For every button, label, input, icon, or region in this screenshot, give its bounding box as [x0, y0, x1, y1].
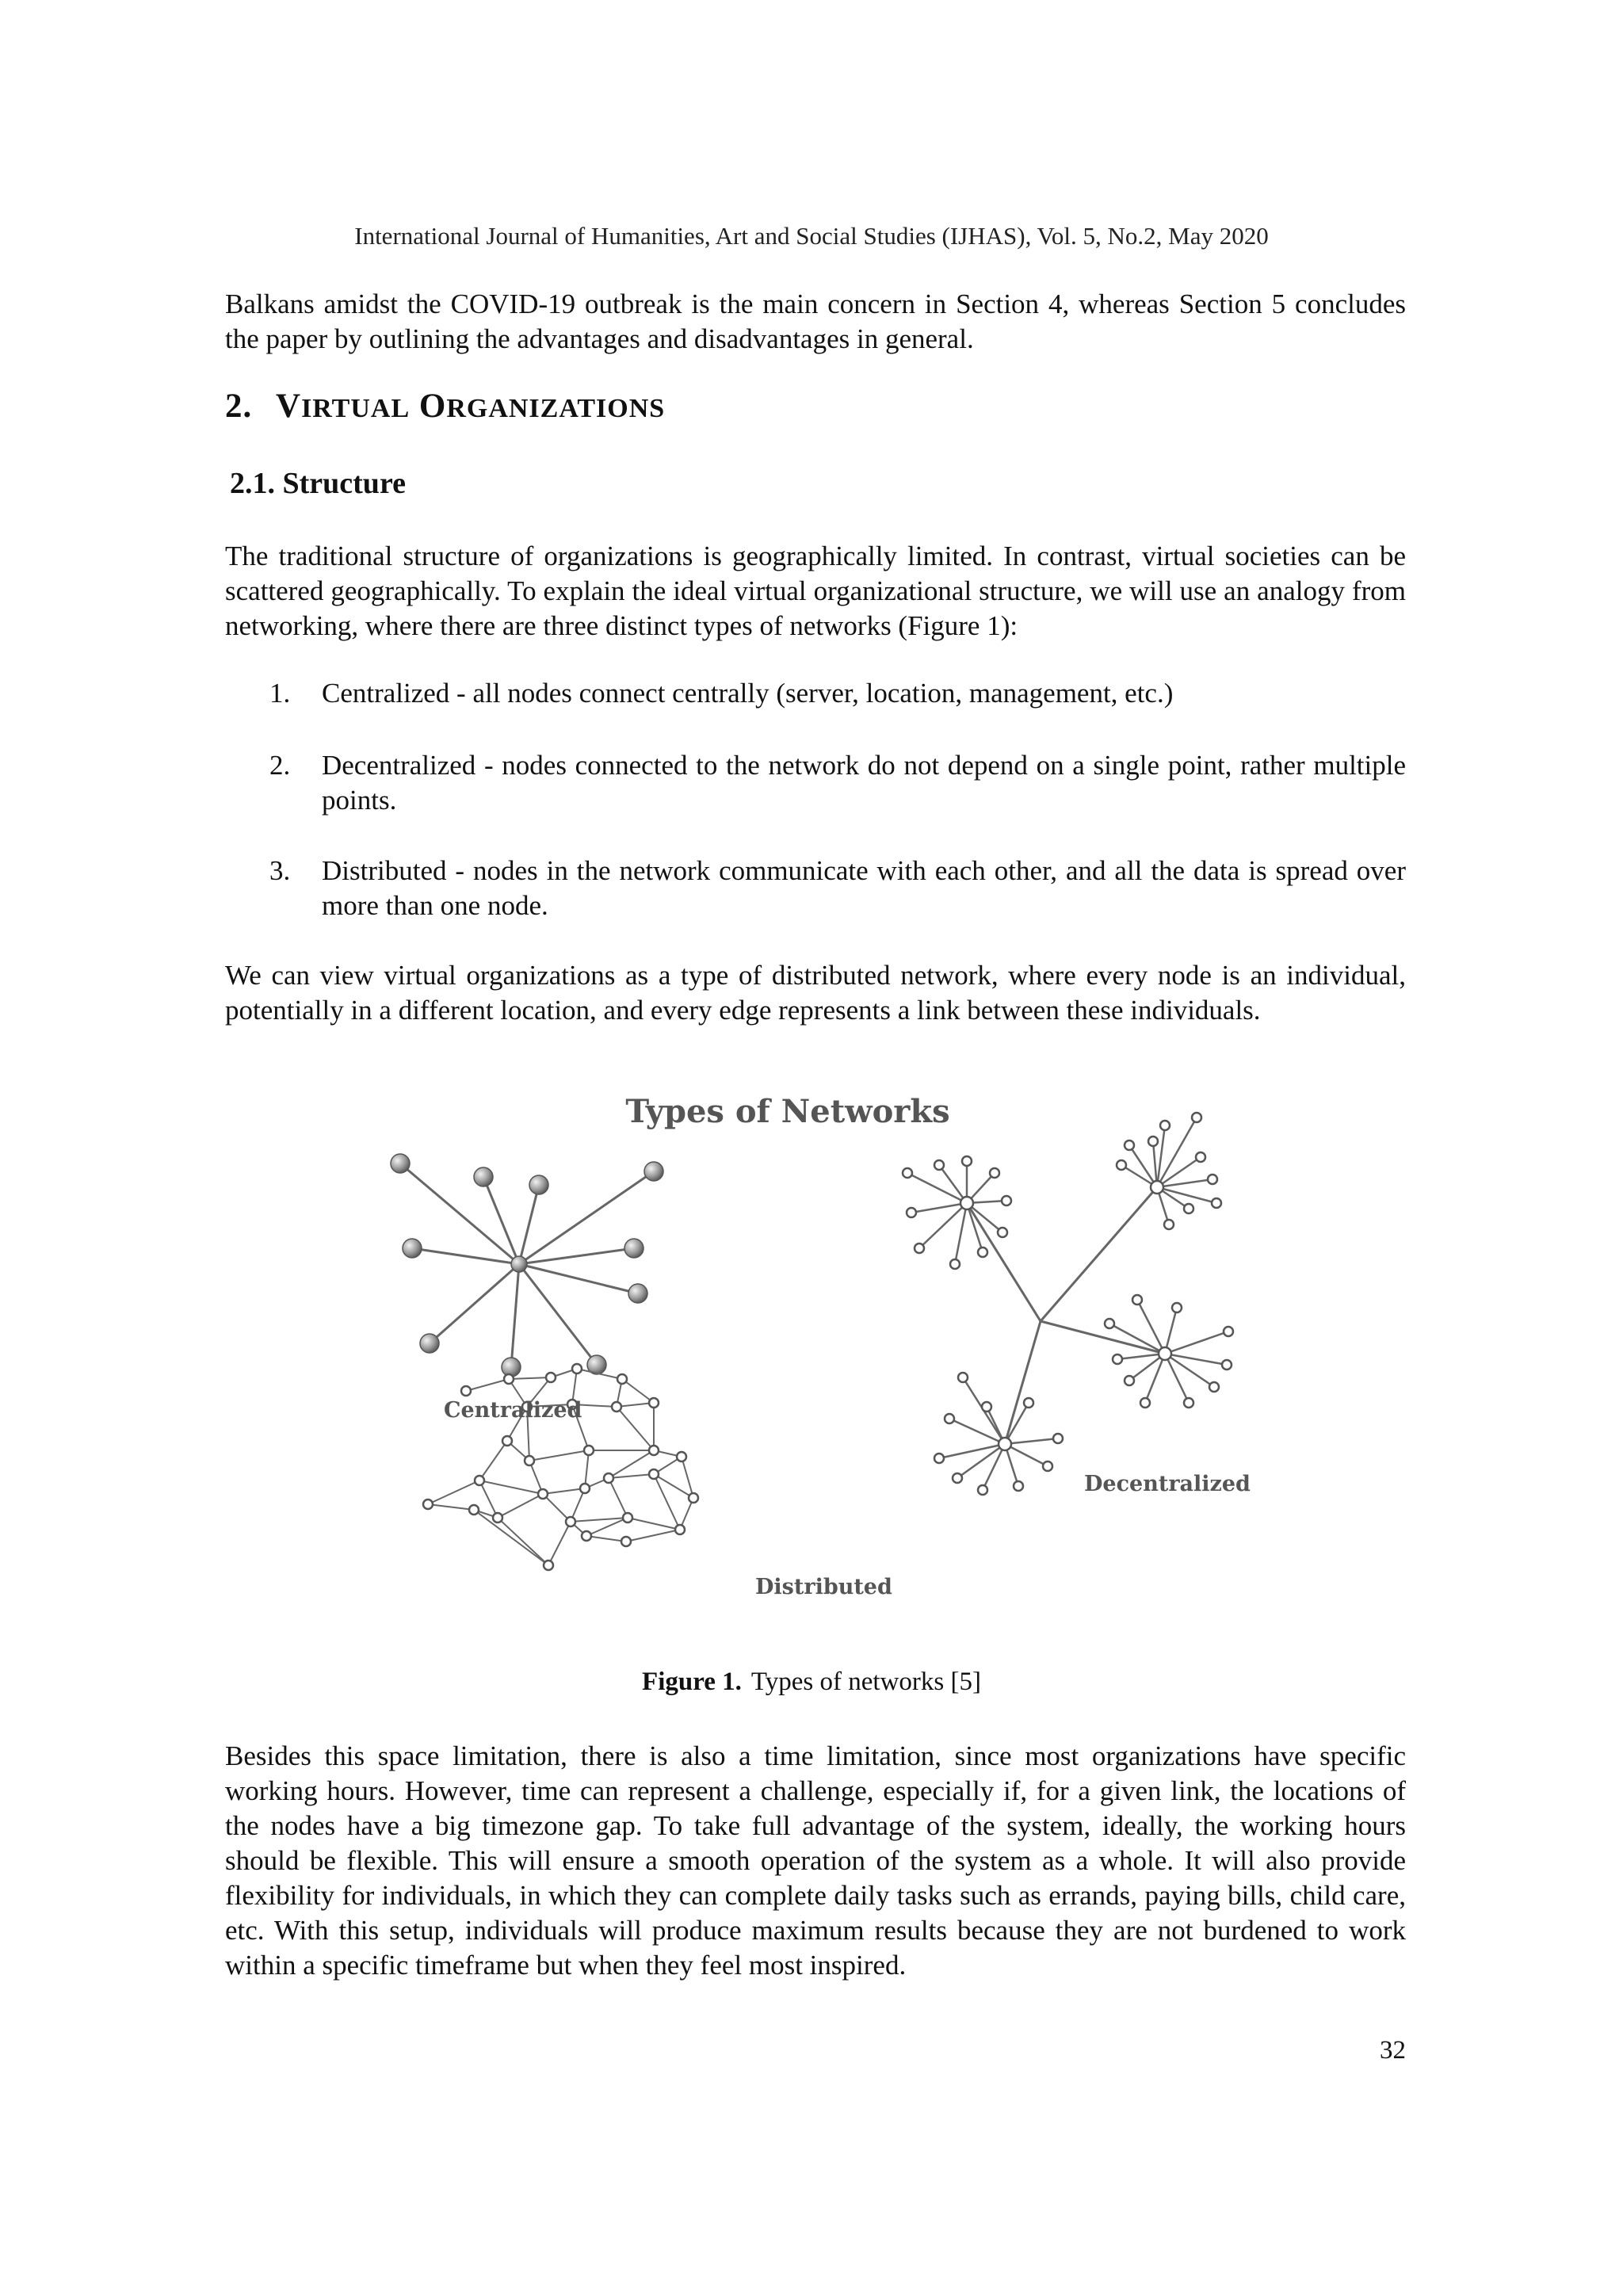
network-edge	[498, 1518, 548, 1565]
network-edge	[548, 1522, 571, 1565]
network-node	[544, 1561, 553, 1570]
network-node	[1024, 1398, 1033, 1408]
network-node	[999, 1438, 1011, 1450]
network-node	[529, 1175, 548, 1194]
page-number: 32	[1380, 2036, 1406, 2065]
network-edge	[428, 1504, 474, 1510]
network-node	[461, 1386, 471, 1396]
network-edge	[509, 1377, 551, 1379]
network-edge	[617, 1407, 654, 1450]
network-node	[1151, 1181, 1163, 1194]
network-edge	[1165, 1331, 1228, 1354]
list-text: Decentralized - nodes connected to the network do not depend on a single point, rather multiple points.	[322, 750, 1406, 816]
network-edge	[498, 1494, 543, 1518]
list-item	[269, 748, 1406, 818]
network-edge	[483, 1177, 519, 1264]
network-edge	[543, 1494, 571, 1522]
network-node	[493, 1513, 502, 1522]
list-item	[269, 676, 1406, 711]
network-node	[1212, 1198, 1221, 1208]
paragraph-virtual-org: We can view virtual organizations as a type of distributed network, where every node is an individual, potentially in a different location, and every edge represents a link between these individuals.	[225, 960, 1406, 1026]
network-node	[624, 1239, 643, 1258]
network-edge	[474, 1510, 548, 1565]
network-node	[525, 1456, 534, 1465]
network-node	[915, 1244, 924, 1253]
network-edge	[519, 1248, 634, 1264]
network-edge	[622, 1379, 654, 1403]
centralized-network	[391, 1154, 663, 1377]
list-number: 1.	[269, 678, 291, 709]
network-node	[958, 1373, 968, 1382]
network-node	[1140, 1398, 1150, 1408]
label-distributed: Distributed	[755, 1575, 892, 1599]
network-edge	[1041, 1321, 1165, 1354]
network-node	[649, 1446, 659, 1455]
network-node	[1014, 1481, 1023, 1491]
network-node	[423, 1499, 433, 1509]
network-edge	[543, 1488, 585, 1494]
network-node	[1224, 1327, 1233, 1336]
label-decentralized: Decentralized	[1084, 1472, 1251, 1496]
running-header: International Journal of Humanities, Art and Social Studies (IJHAS), Vol. 5, No.2, May 2020	[354, 222, 1269, 250]
network-node	[1192, 1113, 1201, 1122]
network-node	[546, 1373, 556, 1382]
network-node	[604, 1473, 613, 1483]
network-node	[612, 1402, 621, 1412]
network-node	[580, 1484, 590, 1493]
network-edge	[628, 1518, 680, 1530]
network-node	[953, 1473, 962, 1483]
network-node	[1172, 1303, 1182, 1312]
caption-label: Figure 1.	[642, 1668, 742, 1696]
network-node	[617, 1374, 627, 1384]
list-number: 2.	[269, 750, 291, 781]
network-node	[474, 1167, 493, 1186]
network-node	[907, 1208, 916, 1217]
decentralized-network	[903, 1113, 1233, 1495]
figure-caption	[0, 1668, 1623, 1697]
network-node	[1043, 1461, 1052, 1471]
network-edge	[479, 1441, 507, 1480]
list-text: Distributed - nodes in the network communicate with each other, and all the data is spread over more than one node.	[322, 855, 1406, 921]
network-node	[978, 1247, 987, 1257]
section-title-letter: V	[276, 388, 302, 425]
network-edge	[479, 1480, 543, 1494]
network-node	[1209, 1382, 1219, 1392]
network-node	[962, 1156, 972, 1166]
network-node	[649, 1398, 659, 1408]
network-node	[420, 1334, 439, 1353]
caption-text: Types of networks [5]	[750, 1668, 981, 1696]
network-node	[621, 1537, 631, 1546]
network-node	[960, 1197, 973, 1209]
network-node	[1160, 1121, 1170, 1130]
network-edge	[1157, 1187, 1216, 1203]
distributed-network	[423, 1364, 698, 1570]
section-title-letter: O	[418, 388, 447, 425]
label-centralized: Centralized	[444, 1398, 582, 1423]
network-edge	[511, 1264, 519, 1367]
network-node	[689, 1493, 698, 1503]
network-node	[1208, 1175, 1217, 1184]
network-node	[950, 1259, 960, 1269]
network-edge	[907, 1173, 967, 1203]
network-node	[1222, 1360, 1232, 1370]
network-node	[1117, 1160, 1126, 1170]
network-node	[469, 1505, 479, 1515]
network-node	[1184, 1398, 1193, 1408]
network-node	[403, 1239, 422, 1258]
network-node	[1002, 1196, 1011, 1205]
network-node	[903, 1168, 912, 1178]
paragraph-time-limitation: Besides this space limitation, there is also a time limitation, since most organizations have specific working hours. However, time can represent a challenge, especially if, for a given link, the locations of the nodes have a big timezone gap. To take full advantage of the system, ideally, the working hours should be flexible. This will ensure a smooth operation of the system as a whole. It will also provide flexibility for individuals, in which they can complete daily tasks such as errands, paying bills, child care, etc. With this setup, individuals will produce maximum results because they are not burdened to work within a specific timeframe but when they feel most inspired.	[225, 1740, 1406, 1981]
network-node	[677, 1452, 686, 1461]
network-node	[1125, 1376, 1134, 1385]
network-edge	[609, 1478, 628, 1518]
section-title-rest: RGANIZATIONS	[446, 394, 666, 423]
intro-paragraph: Balkans amidst the COVID-19 outbreak is the main concern in Section 4, whereas Section 5 concludes the paper by outlining the advantages and disadvantages in general.	[225, 288, 1406, 354]
network-node	[566, 1517, 575, 1526]
network-node	[1184, 1204, 1193, 1213]
network-edge	[1005, 1321, 1041, 1444]
network-edge	[529, 1450, 589, 1461]
network-node	[623, 1513, 632, 1522]
network-edge	[1005, 1438, 1058, 1444]
figure-title: Types of Networks	[625, 1093, 950, 1130]
network-node	[1196, 1152, 1205, 1162]
network-node	[934, 1454, 944, 1463]
list-item	[269, 854, 1406, 923]
network-node	[502, 1436, 512, 1446]
section-title-rest: IRTUAL	[301, 394, 411, 423]
subsection-title: 2.1. Structure	[230, 467, 406, 500]
network-node	[1053, 1434, 1063, 1443]
network-node	[644, 1162, 663, 1181]
list-text: Centralized - all nodes connect centrally (server, location, management, etc.)	[322, 678, 1174, 709]
network-node	[475, 1476, 484, 1485]
network-types-figure	[380, 1086, 1252, 1625]
network-edge	[466, 1379, 509, 1391]
network-node	[1113, 1354, 1122, 1364]
section-number: 2.	[225, 388, 253, 425]
network-node	[982, 1402, 991, 1412]
network-node	[1164, 1220, 1174, 1229]
network-edge	[967, 1203, 1041, 1321]
network-edge	[428, 1480, 479, 1504]
network-node	[511, 1256, 527, 1272]
network-node	[675, 1525, 685, 1534]
network-edge	[1157, 1125, 1165, 1187]
network-node	[538, 1489, 548, 1499]
network-node	[1125, 1140, 1134, 1150]
network-node	[990, 1168, 999, 1178]
network-node	[572, 1364, 582, 1373]
network-node	[584, 1446, 594, 1455]
paragraph-structure: The traditional structure of organizations is geographically limited. In contrast, virtual societies can be scattered geographically. To explain the ideal virtual organizational structure, we will use an analogy from networking, where there are three distinct types of networks (Figure 1):	[225, 541, 1406, 641]
network-node	[998, 1228, 1007, 1237]
network-edge	[1129, 1145, 1157, 1187]
network-node	[1148, 1137, 1158, 1146]
network-node	[628, 1284, 647, 1303]
network-edge	[430, 1264, 519, 1343]
network-node	[945, 1414, 954, 1423]
network-node	[1132, 1295, 1142, 1305]
list-number: 3.	[269, 855, 291, 886]
network-edge	[626, 1530, 680, 1541]
network-node	[934, 1160, 944, 1170]
network-node	[582, 1531, 591, 1541]
network-node	[1159, 1347, 1171, 1360]
network-node	[1105, 1319, 1114, 1328]
network-node	[391, 1154, 410, 1173]
network-node	[649, 1469, 659, 1479]
section-title	[225, 387, 665, 426]
network-edge	[586, 1536, 626, 1541]
network-node	[978, 1485, 987, 1495]
network-node	[504, 1374, 514, 1384]
